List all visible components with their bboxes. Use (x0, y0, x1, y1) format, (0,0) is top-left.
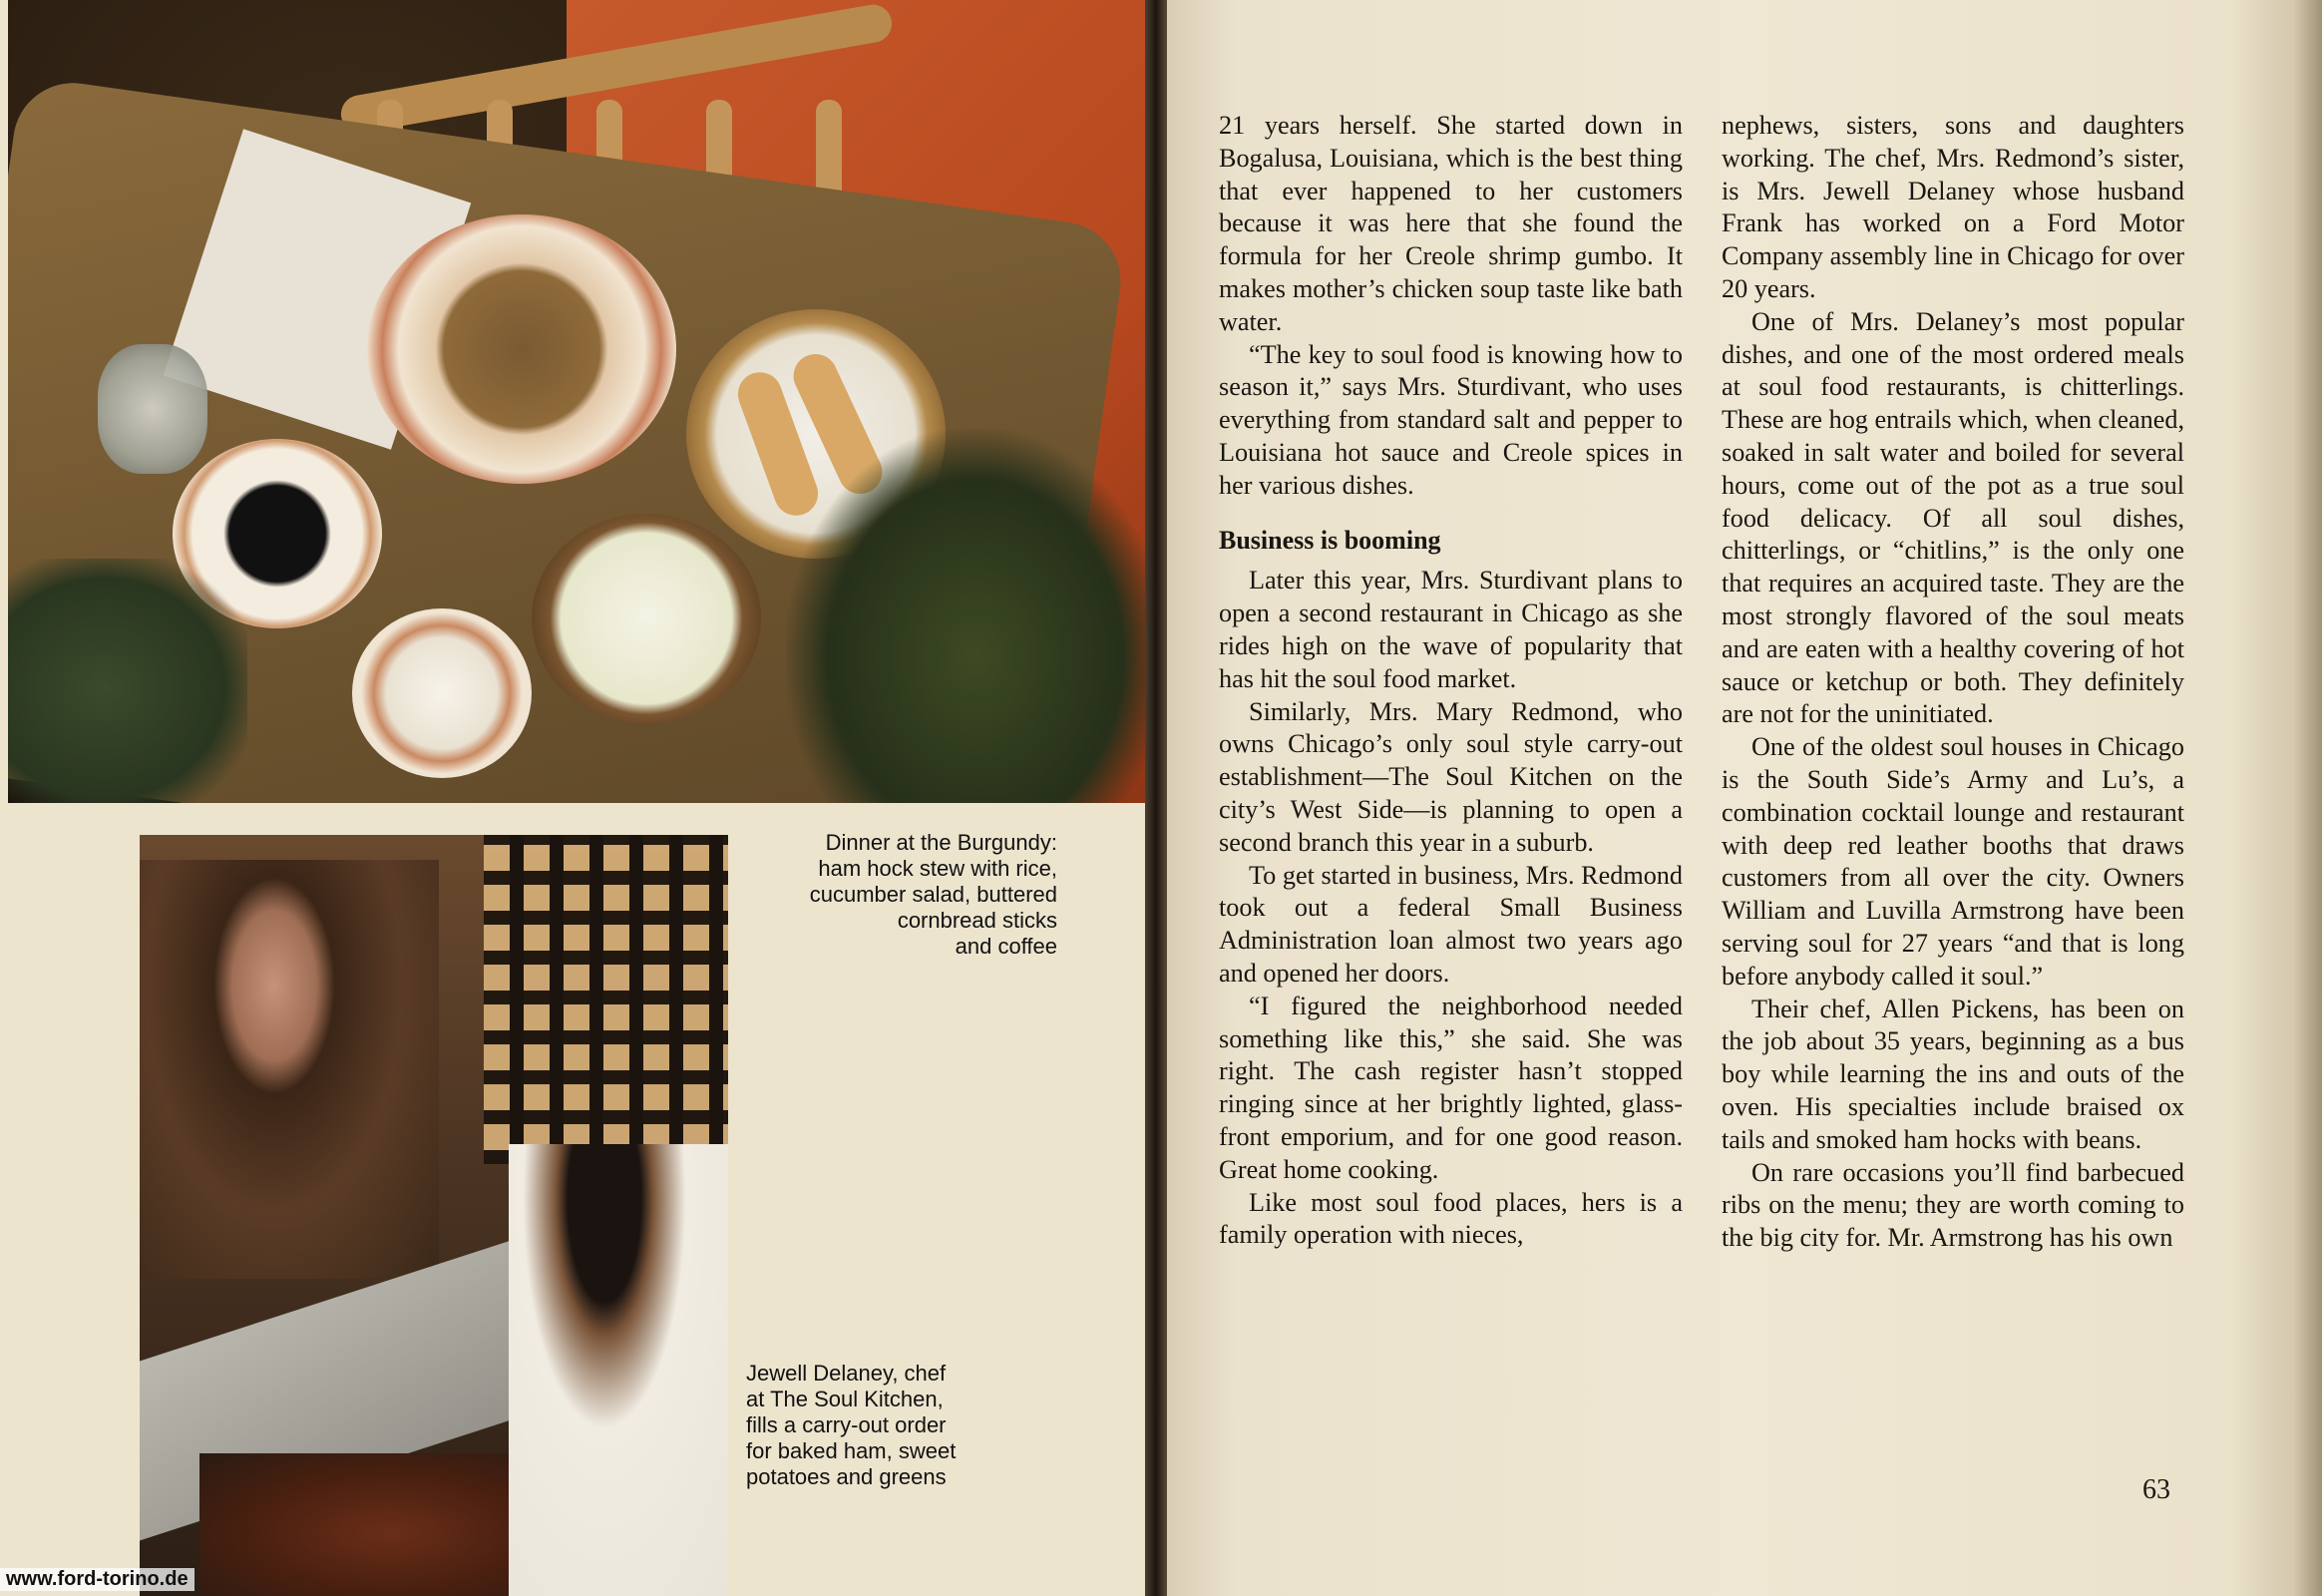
caption-dinner (746, 830, 1057, 960)
paragraph: To get started in business, Mrs. Redmond took out a federal Small Business Administration loan almost two years ago and opened her doors. (1219, 860, 1683, 988)
paragraph: 21 years herself. She started down in Bogalusa, Louisiana, which is the best thing that ever happened to her customers because it was here that she found the formula for her Creole shrimp gumbo. It makes mother’s chicken soup taste like bath water. (1219, 111, 1683, 336)
caption-dinner-line: and coffee (955, 934, 1057, 959)
caption-dinner-line: cornbread sticks (897, 908, 1057, 933)
paragraph: One of the oldest soul houses in Chicago is the South Side’s Army and Lu’s, a combination cocktail lounge and restaurant with deep red leather booths that draws customers from all over the city. Owners William and Luvilla Armstrong have been serving soul for 27 years “and that is long before anybody called it soul.” (1722, 732, 2184, 991)
dinner-photo (8, 0, 1149, 803)
page-number: 63 (2142, 1474, 2170, 1505)
photo-plant-leaves (786, 429, 1149, 803)
paragraph: “The key to soul food is knowing how to season it,” says Mrs. Sturdivant, who uses everything from standard salt and pepper to Louisiana hot sauce and Creole spices in her various dishes. (1219, 339, 1683, 500)
photo-customer (140, 860, 439, 1279)
caption-dinner-line: Dinner at the Burgundy: (825, 830, 1057, 855)
paragraph: “I figured the neighborhood needed something like this,” she said. She was right. The cash register hasn’t stopped ringing since at her brightly lighted, glass-front emporium, and for one good reason. Great home cooking. (1219, 991, 1683, 1184)
paragraph: nephews, sisters, sons and daughters working. The chef, Mrs. Redmond’s sister, is Mrs. Jewell Delaney whose husband Frank has worked on a Ford Motor Company assembly line in Chicago for over 20 years. (1722, 111, 2184, 303)
paragraph: Like most soul food places, hers is a family operation with nieces, (1219, 1187, 1683, 1250)
caption-kitchen-line: Jewell Delaney, chef (746, 1361, 947, 1386)
photo-water-glass (98, 344, 207, 474)
paragraph: On rare occasions you’ll find barbecued ribs on the menu; they are worth coming to the big city for. Mr. Armstrong has his own (1722, 1157, 2184, 1253)
paragraph: Later this year, Mrs. Sturdivant plans to open a second restaurant in Chicago as she rides high on the wave of popularity that has hit the soul food market. (1219, 566, 1683, 693)
caption-kitchen-line: at The Soul Kitchen, (746, 1387, 944, 1411)
book-gutter (1145, 0, 1167, 1596)
paragraph: Similarly, Mrs. Mary Redmond, who owns Chicago’s only soul style carry-out establishment—The Soul Kitchen on the city’s West Side—is planning to open a second branch this year in a suburb. (1219, 696, 1683, 857)
text-column-right (1722, 110, 2184, 1255)
photo-stew-bowl (367, 214, 676, 484)
caption-kitchen-line: for baked ham, sweet (746, 1438, 957, 1463)
caption-kitchen-line: potatoes and greens (746, 1464, 947, 1489)
caption-dinner-line: ham hock stew with rice, (818, 856, 1057, 881)
right-page (1167, 0, 2322, 1596)
photo-rice-dish (352, 608, 532, 778)
section-heading: Business is booming (1219, 525, 1441, 555)
soul-kitchen-photo (140, 835, 728, 1596)
photo-chef (509, 1144, 728, 1596)
paragraph: One of Mrs. Delaney’s most popular dishes, and one of the most ordered meals at soul food restaurants, is chitterlings. These are hog entrails which, when cleaned, soaked in salt water and boiled for several hours, come out of the pot as a true soul food delicacy. Of all soul dishes, chitterlings, or “chitlins,” is the only one that requires an acquired taste. They are the most strongly flavored of the soul meats and are eaten with a healthy covering of hot sauce or ketchup or both. They definitely are not for the uninitiated. (1722, 306, 2184, 729)
left-page (0, 0, 1149, 1596)
caption-dinner-line: cucumber salad, buttered (809, 882, 1057, 907)
caption-kitchen-line: fills a carry-out order (746, 1412, 947, 1437)
watermark: www.ford-torino.de (0, 1568, 194, 1591)
caption-soul-kitchen (746, 1361, 1045, 1490)
text-column-left (1219, 110, 1683, 1252)
photo-plant-leaves-left (8, 559, 247, 803)
photo-cucumber-salad (532, 514, 761, 723)
paragraph: Their chef, Allen Pickens, has been on the job about 35 years, beginning as a bus boy while learning the ins and outs of the oven. His specialties include braised ox tails and smoked ham hocks with beans. (1722, 994, 2184, 1154)
